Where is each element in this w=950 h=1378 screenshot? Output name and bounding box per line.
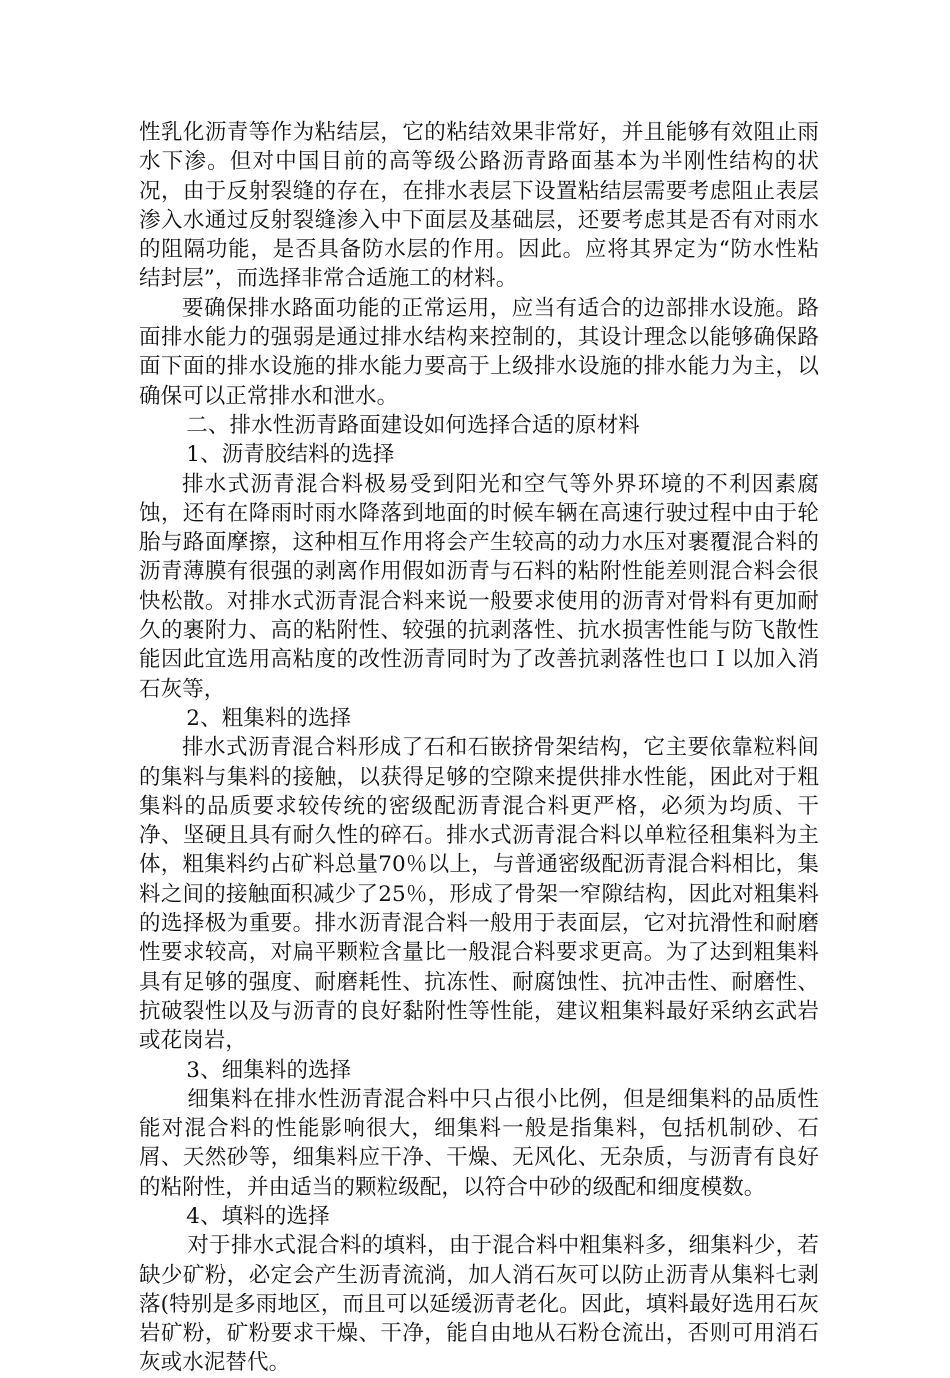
subheading-asphalt-binder: 1、沥青胶结料的选择 [186,442,395,468]
subheading-fine-aggregate: 3、细集料的选择 [186,1057,352,1083]
document-page [139,118,819,1378]
subheading-filler: 4、填料的选择 [186,1203,330,1229]
subheading-coarse-aggregate: 2、粗集料的选择 [186,705,352,731]
section-heading-raw-materials: 二、排水性沥青路面建设如何选择合适的原材料 [186,412,640,438]
paragraph-coarse-aggregate: 排水式沥青混合料形成了石和石嵌挤骨架结构，它主要依靠粒料间的集料与集料的接触，以获得足够的空隙来提供排水性能，困此对于粗集料的品质要求较传统的密级配沥青混合料更严格，必须为均质、干净、坚硬且具有耐久性的碎石。排水式沥青混合料以单粒径租集料为主体，粗集料约占矿料总量70％以上，与普通密级配沥青混合料相比，集料之间的接触面积减少了25％，形成了骨架一窄隙结构，因此对粗集料的选择极为重要。排水沥青混合料一般用于表面层，它对抗滑性和耐磨性要求较高，对扁平颗粒含量比一般混合料要求更高。为了达到粗集料具有足够的强度、耐磨耗性、抗冻性、耐腐蚀性、抗冲击性、耐磨性、抗破裂性以及与沥青的良好黏附性等性能，建议粗集料最好采纳玄武岩或花岗岩， [139,735,819,1054]
paragraph-filler: 对于排水式混合料的填料，由于混合料中粗集料多，细集料少，若缺少矿粉，必定会产生沥青流淌，加人消石灰可以防止沥青从集料七剥落(特别是多雨地区，而且可以延缓沥青老化。因此，填料最好选用石灰岩矿粉，矿粉要求干燥、干净，能自由地从石粉仓流出，否则可用消石灰或水泥替代。 [139,1233,819,1376]
paragraph-fine-aggregate: 细集料在排水性沥青混合料中只占很小比例，但是细集料的品质性能对混合料的性能影响很大，细集料一般是指集料，包括机制砂、石屑、天然砂等，细集料应干净、干燥、无风化、无杂质，与沥青有良好的粘附性，并由适当的颗粒级配，以符合中砂的级配和细度模数。 [139,1086,819,1200]
paragraph-asphalt-binder: 排水式沥青混合料极易受到阳光和空气等外界环境的不利因素腐蚀，还有在降雨时雨水降落到地面的时候车辆在高速行驶过程中由于轮胎与路面摩擦，这种相互作用将会产生较高的动力水压对裹覆混合料的沥青薄膜有很强的剥离作用假如沥青与石料的粘附性能差则混合料会很快松散。对排水式沥青混合料来说一般要求使用的沥青对骨料有更加耐久的裹附力、高的粘附性、较强的抗剥落性、抗水损害性能与防飞散性能因此宜选用高粘度的改性沥青同时为了改善抗剥落性也口Ｉ以加入消石灰等， [139,471,819,702]
paragraph-edge-drainage: 要确保排水路面功能的正常运用，应当有适合的边部排水设施。路面排水能力的强弱是通过排水结构来控制的，其设计理念以能够确保路面下面的排水设施的排水能力要高于上级排水设施的排水能力为主，以确保可以正常排水和泄水。 [139,295,819,409]
paragraph-adhesive-layer: 性乳化沥青等作为粘结层，它的粘结效果非常好，并且能够有效阻止雨水下渗。但对中国目前的高等级公路沥青路面基本为半刚性结构的状况，由于反射裂缝的存在，在排水表层下设置粘结层需要考虑阻止表层渗入水通过反射裂缝渗入中下面层及基础层，还要考虑其是否有对雨水的阻隔功能，是否具备防水层的作用。因此。应将其界定为“防水性粘结封层”，而选择非常合适施工的材料。 [139,120,819,292]
